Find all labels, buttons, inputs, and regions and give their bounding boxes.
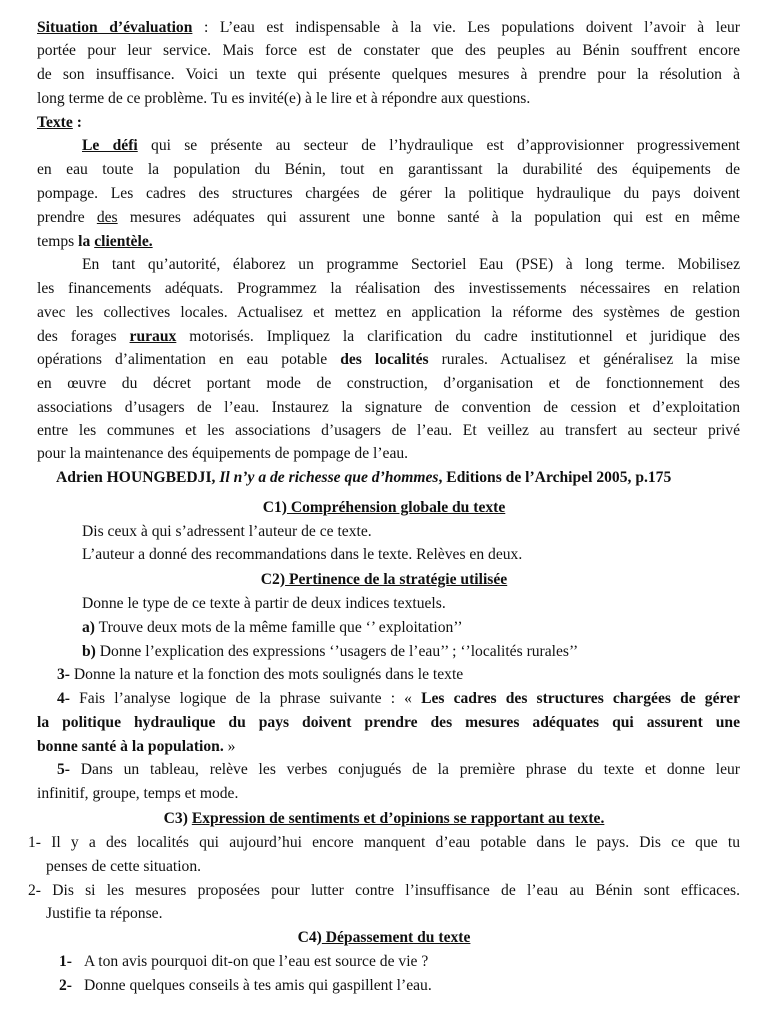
p1-line-3: pompage. Les cadres des structures chargées de gérer la politique hydraulique du pays doivent [37, 185, 740, 202]
p2-line-2: les financements adéquats. Programmez la réalisation des investissements nécessaires en relation [37, 280, 740, 297]
c1-question-2: L’auteur a donné des recommandations dans le texte. Relèves en deux. [82, 546, 523, 563]
c1-question-1: Dis ceux à qui s’adressent l’auteur de ce texte. [82, 523, 372, 540]
situation-line-4: long terme de ce problème. Tu es invité(e) à le lire et à répondre aux questions. [37, 90, 531, 107]
c2-question-4-line-1: 4- Fais l’analyse logique de la phrase suivante : « Les cadres des structures chargées de gérer [57, 690, 740, 707]
c2-question-5-line-2: infinitif, groupe, temps et mode. [37, 785, 239, 802]
underlined-le-defi: Le défi [82, 137, 138, 154]
citation-book: Il n’y a de richesse que d’hommes [219, 469, 439, 486]
p2-line-7: associations d’usagers de l’eau. Instaurez la signature de convention de cession et d’exploitation [37, 399, 740, 416]
c3-heading: C3) Expression de sentiments et d’opinions se rapportant au texte. [163, 810, 605, 827]
p2-line-8: entre les communes et les associations d’usagers de l’eau. Et veillez au transfert au secteur privé [37, 422, 740, 439]
c3-question-2-line-1: 2- Dis si les mesures proposées pour lutter contre l’insuffisance de l’eau au Bénin sont efficaces. [28, 882, 740, 899]
situation-line-1: Situation d’évaluation : L’eau est indispensable à la vie. Les populations doivent l’avoir à leur [37, 19, 740, 36]
c2-question-3: 3- Donne la nature et la fonction des mots soulignés dans le texte [57, 666, 464, 683]
situation-label: Situation d’évaluation [37, 19, 193, 36]
c3-question-1-line-1: 1- Il y a des localités qui aujourd’hui encore manquent d’eau potable dans le pays. Dis ce que tu [28, 834, 740, 851]
p2-line-5: opérations d’alimentation en eau potable des localités rurales. Actualisez et généralisez la mise [37, 351, 740, 368]
texte-heading: Texte : [37, 114, 82, 131]
underlined-clientele: clientèle. [94, 233, 153, 250]
c2-question-5-line-1: 5- Dans un tableau, relève les verbes conjugués de la première phrase du texte et donne leur [57, 761, 740, 778]
c2-heading: C2) Pertinence de la stratégie utilisée [260, 571, 508, 588]
citation-publisher: , Editions de l’Archipel 2005, p.175 [438, 469, 672, 486]
p2-line-6: en œuvre du décret portant mode de construction, d’organisation et de fonctionnement des [37, 375, 740, 392]
c3-question-2-line-2: Justifie ta réponse. [46, 905, 163, 922]
p2-line-1: En tant qu’autorité, élaborez un programme Sectoriel Eau (PSE) à long terme. Mobilisez [82, 256, 740, 273]
c2-question-4-line-3: bonne santé à la population. » [37, 738, 236, 755]
p1-line-1: Le défi qui se présente au secteur de l’hydraulique est d’approvisionner progressivement [82, 137, 740, 154]
texte-label: Texte [37, 114, 73, 131]
situation-line-3: de son insuffisance. Voici un texte qui présente quelques mesures à prendre pour la résolution à [37, 66, 740, 83]
p2-line-3: avec les collectives locales. Actualisez et mettez en application la réforme des systèmes de gestion [37, 304, 740, 321]
situation-line-2: portée pour leur service. Mais force est de constater que des peuples au Bénin souffrent encore [37, 42, 740, 59]
p2-line-4: des forages ruraux motorisés. Impliquez la clarification du cadre institutionnel et juridique des [37, 328, 740, 345]
c1-heading: C1) Compréhension globale du texte [262, 499, 506, 516]
c3-question-1-line-2: penses de cette situation. [46, 858, 202, 875]
c4-heading: C4) Dépassement du texte [297, 929, 471, 946]
underlined-des: des [96, 209, 118, 226]
c2-question-b: b) Donne l’explication des expressions ‘’usagers de l’eau’’ ; ‘’localités rurales’’ [82, 643, 579, 660]
p2-line-9: pour la maintenance des équipements de pompage de l’eau. [37, 445, 409, 462]
c2-question-4-line-2: la politique hydraulique du pays doivent prendre des mesures adéquates qui assurent une [37, 714, 740, 731]
c4-question-1: 1- A ton avis pourquoi dit-on que l’eau est source de vie ? [59, 953, 429, 970]
p1-line-4: prendre des mesures adéquates qui assurent une bonne santé à la population qui est en même [37, 209, 740, 226]
c2-question-a: a) Trouve deux mots de la même famille que ‘’ exploitation’’ [82, 619, 463, 636]
c4-question-2: 2- Donne quelques conseils à tes amis qui gaspillent l’eau. [59, 977, 432, 994]
p1-line-2: en eau toute la population du Bénin, tout en garantissant la durabilité des équipements de [37, 161, 740, 178]
underlined-ruraux: ruraux [129, 328, 177, 345]
citation-author: Adrien HOUNGBEDJI, [56, 469, 220, 486]
c2-question-1: Donne le type de ce texte à partir de deux indices textuels. [82, 595, 446, 612]
citation [56, 466, 740, 490]
p1-line-5: temps la clientèle. [37, 233, 153, 250]
